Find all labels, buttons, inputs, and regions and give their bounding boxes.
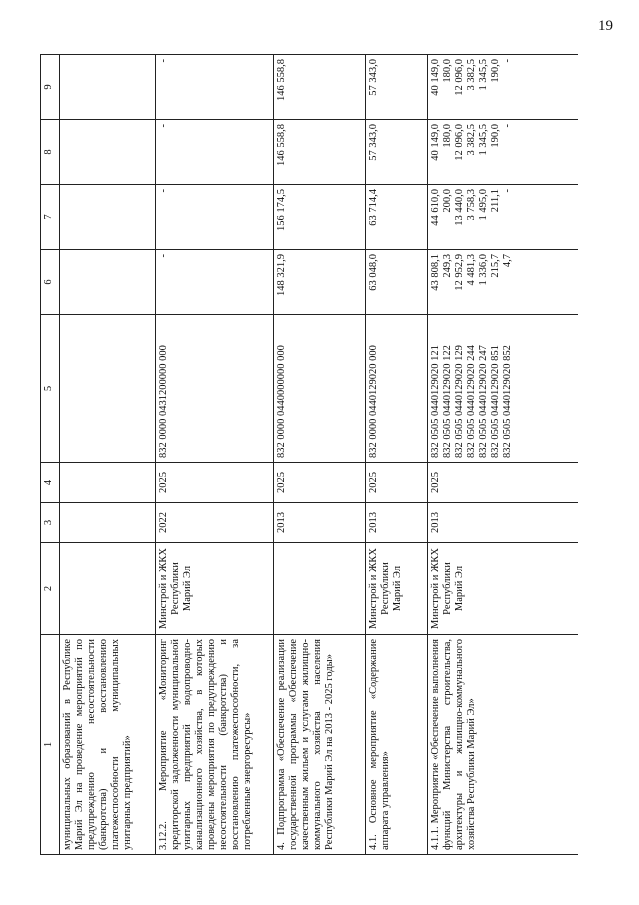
row-name: муниципальных образований в Республике Марий Эл на проведение мероприятий по предупреждению несостоятельности (банкротства) и восстановлению платежеспособности муниципальных унитарных предприятий» [60,635,156,855]
row-budget-code [274,315,366,463]
row-value-col8 [428,120,578,185]
row-value-col7-line: 156 174,5 [276,189,287,231]
row-start-year: 2013 [274,503,366,543]
row-value-col8-line: - [158,124,169,128]
row-budget-code-line: 832 0505 0440129020 129 [454,345,465,458]
row-name: 3.12.2. Мероприятие «Мониторинг кредиторской задолженности муниципальной унитарных предприятий водопроводно-канализационного хозяйства, в которых проведены мероприятия по предупреждению несостоятельности (банкротства) и восстановлению платежеспособности, за потребленные энергоресурсы» [156,635,274,855]
row-value-col9-line: - [502,59,513,63]
row-name: 4.1. Основное мероприятие «Содержание аппарата управления» [366,635,428,855]
row-value-col9 [156,55,274,120]
header-row [41,55,60,855]
row-executor [274,543,366,635]
row-value-col6 [156,250,274,315]
col-header-7: 7 [41,185,60,250]
row-value-col9-line: - [158,59,169,63]
row-value-col9 [366,55,428,120]
row-executor: Минстрой и ЖКХ Республики Марий Эл [156,543,274,635]
rotated-table-container [40,55,600,855]
row-budget-code-line: 832 0000 0440129020 000 [368,345,379,458]
row-value-col7 [274,185,366,250]
row-end-year: 2025 [366,463,428,503]
row-value-col9-line: 3 382,5 [466,59,477,91]
row-budget-code-line: 832 0505 0440129020 247 [478,345,489,458]
row-value-col8-line: 57 343,0 [368,124,379,161]
row-value-col7 [156,185,274,250]
row-budget-code-line: 832 0000 0440000000 000 [276,345,287,458]
row-value-col6-line: 12 952,9 [454,254,465,291]
row-value-col6-line: 1 336,0 [478,254,489,286]
row-budget-code [60,315,156,463]
row-value-col6-line: 4,7 [502,254,513,268]
row-start-year: 2022 [156,503,274,543]
row-value-col7-line: 200,0 [442,189,453,213]
row-executor: Минстрой и ЖКХ Республики Марий Эл [366,543,428,635]
row-budget-code-line: 832 0505 0440129020 852 [502,345,513,458]
row-value-col8-line: 180,0 [442,124,453,148]
row-value-col8-line: 12 096,0 [454,124,465,161]
table-row [60,55,156,855]
row-name: 4. Подпрограмма «Обеспечение реализации государственной программы «Обеспечение качественным жильем и услугами жилищно-коммунального хозяйства населения Республики Марий Эл на 2013 - 2025 годы» [274,635,366,855]
row-value-col6-line: 249,3 [442,254,453,278]
row-budget-code-line: 832 0505 0440129020 122 [442,345,453,458]
row-value-col8 [60,120,156,185]
row-start-year: 2013 [428,503,578,543]
table-body [60,55,578,855]
row-budget-code [156,315,274,463]
row-budget-code-line: 832 0505 0440129020 121 [430,345,441,458]
table-row [366,55,428,855]
row-value-col7 [366,185,428,250]
row-value-col9 [428,55,578,120]
row-value-col6-line: 4 481,3 [466,254,477,286]
row-value-col7-line: 211,1 [490,189,501,213]
col-header-4: 4 [41,463,60,503]
row-value-col9 [274,55,366,120]
row-value-col7-line: 1 495,0 [478,189,489,221]
row-name: 4.1.1. Мероприятие «Обеспечение выполнения функций Министерства строительства, архитектуры и жилищно-коммунального хозяйства Республики Марий Эл» [428,635,578,855]
row-start-year: 2013 [366,503,428,543]
row-value-col6-line: 63 048,0 [368,254,379,291]
row-value-col6-line: 148 321,9 [276,254,287,296]
col-header-1: 1 [41,635,60,855]
row-value-col7 [60,185,156,250]
row-value-col7-line: 3 758,3 [466,189,477,221]
row-value-col8 [156,120,274,185]
row-value-col6-line: 43 808,1 [430,254,441,291]
col-header-5: 5 [41,315,60,463]
row-value-col6 [366,250,428,315]
row-budget-code [366,315,428,463]
row-executor: Минстрой и ЖКХ Республики Марий Эл [428,543,578,635]
row-end-year [60,463,156,503]
col-header-3: 3 [41,503,60,543]
row-value-col7-line: - [502,189,513,193]
row-value-col8 [366,120,428,185]
row-value-col9-line: 57 343,0 [368,59,379,96]
row-value-col9-line: 146 558,8 [276,59,287,101]
row-value-col8-line: 1 345,5 [478,124,489,156]
row-budget-code-line: 832 0505 0440129020 244 [466,345,477,458]
row-executor [60,543,156,635]
table-row [428,55,578,855]
row-value-col7-line: 63 714,4 [368,189,379,226]
row-budget-code-line: 832 0505 0440129020 851 [490,345,501,458]
page-number: 19 [598,18,613,34]
row-value-col6-line: - [158,254,169,258]
row-value-col8-line: 190,0 [490,124,501,148]
row-value-col6 [428,250,578,315]
table-row [156,55,274,855]
row-value-col9-line: 12 096,0 [454,59,465,96]
row-value-col6-line: 215,7 [490,254,501,278]
row-value-col8-line: 3 382,5 [466,124,477,156]
row-value-col9-line: 180,0 [442,59,453,83]
budget-table [40,54,578,855]
row-start-year [60,503,156,543]
row-value-col6 [60,250,156,315]
row-value-col8-line: 40 149,0 [430,124,441,161]
row-value-col8-line: - [502,124,513,128]
row-value-col8 [274,120,366,185]
row-value-col8-line: 146 558,8 [276,124,287,166]
row-value-col7 [428,185,578,250]
row-value-col7-line: 13 440,0 [454,189,465,226]
col-header-8: 8 [41,120,60,185]
row-value-col9-line: 40 149,0 [430,59,441,96]
row-value-col7-line: 44 610,0 [430,189,441,226]
row-value-col7-line: - [158,189,169,193]
row-end-year: 2025 [156,463,274,503]
col-header-6: 6 [41,250,60,315]
row-value-col9 [60,55,156,120]
row-value-col6 [274,250,366,315]
col-header-9: 9 [41,55,60,120]
row-end-year: 2025 [274,463,366,503]
row-budget-code-line: 832 0000 0431200000 000 [158,345,169,458]
row-end-year: 2025 [428,463,578,503]
row-value-col9-line: 190,0 [490,59,501,83]
table-row [274,55,366,855]
row-budget-code [428,315,578,463]
row-value-col9-line: 1 345,5 [478,59,489,91]
col-header-2: 2 [41,543,60,635]
